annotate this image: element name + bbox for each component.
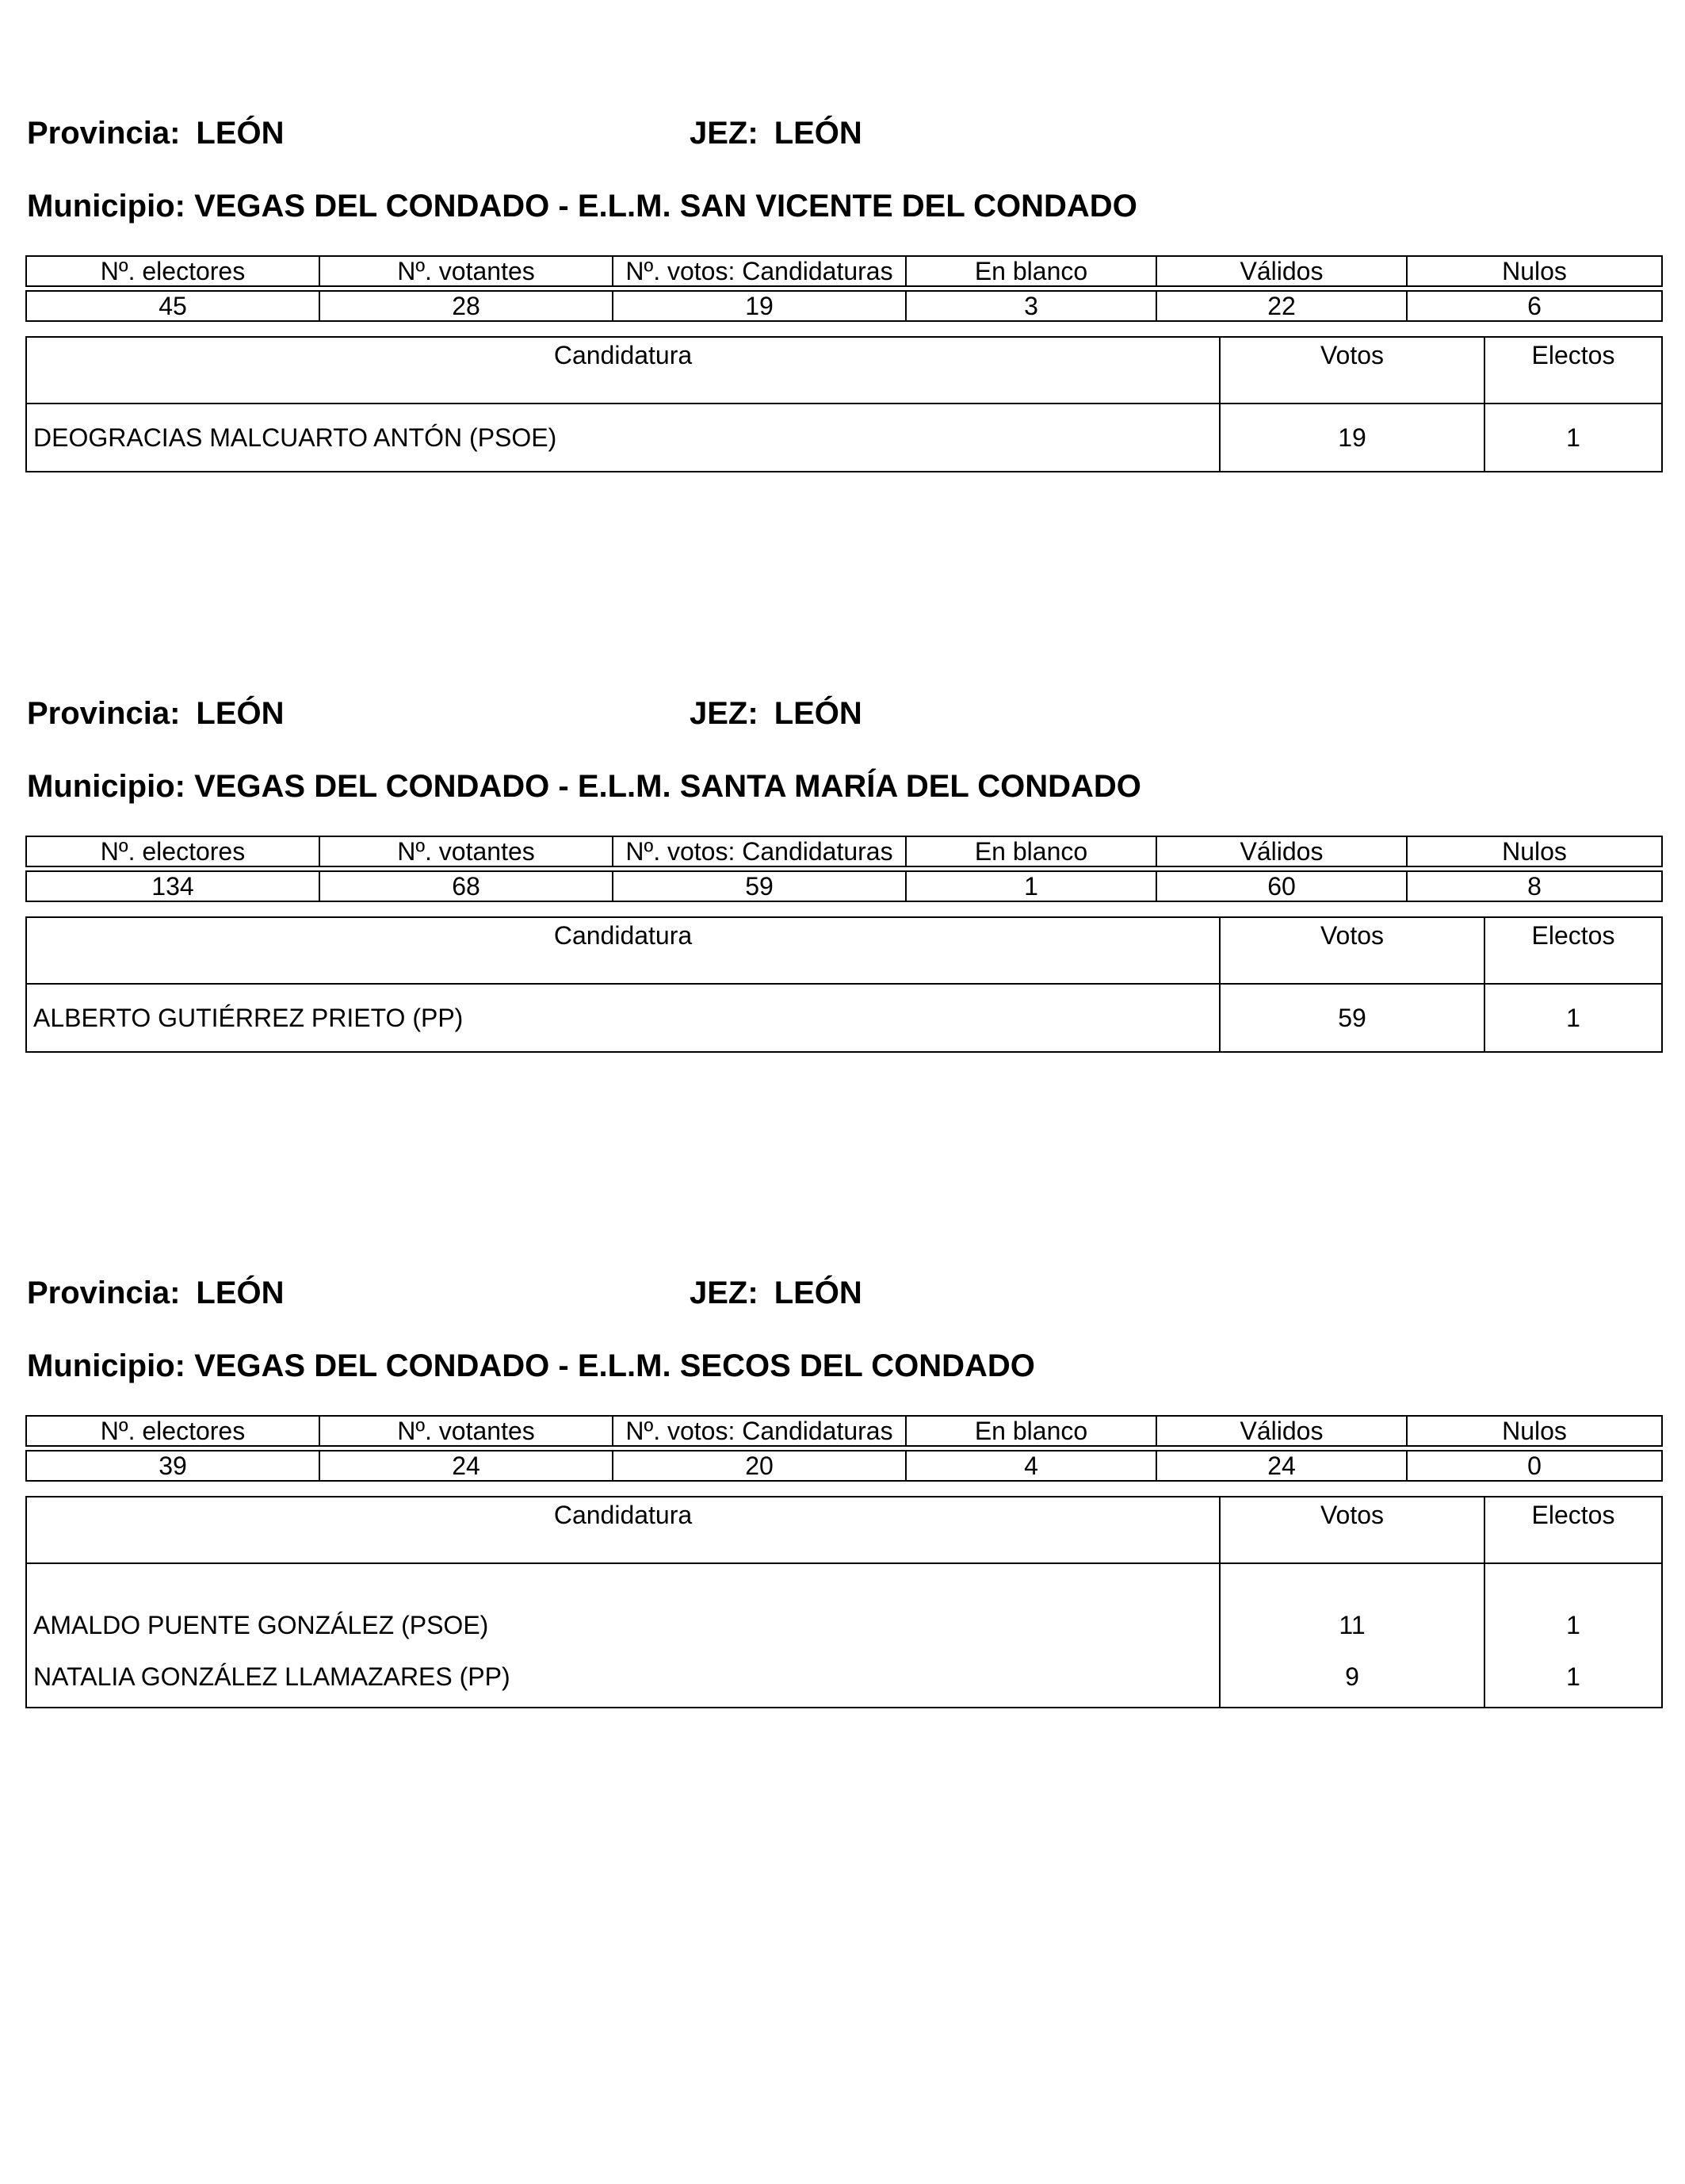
location-row	[25, 1276, 1661, 1320]
stats-value-votos-candidaturas: 20	[613, 1451, 906, 1481]
candidate-votos: 19	[1220, 404, 1484, 472]
provincia	[27, 696, 285, 732]
candidate-votos: 11	[1220, 1563, 1484, 1647]
candidate-electos: 1	[1484, 1647, 1662, 1708]
candidate-electos: 1	[1484, 404, 1662, 472]
jez-value: LEÓN	[774, 696, 862, 731]
results-section-3	[25, 1276, 1661, 1719]
candidate-name: DEOGRACIAS MALCUARTO ANTÓN (PSOE)	[26, 404, 1220, 472]
stats-value-electores: 45	[26, 291, 319, 321]
stats-header-validos: Válidos	[1156, 836, 1407, 866]
stats-header-row	[26, 1416, 1662, 1446]
location-row	[25, 696, 1661, 740]
stats-table	[25, 836, 1663, 902]
stats-value-votantes: 28	[319, 291, 613, 321]
location-row	[25, 116, 1661, 160]
candidate-votos: 9	[1220, 1647, 1484, 1708]
candidates-table	[25, 916, 1663, 1053]
stats-header-votos-candidaturas: Nº. votos: Candidaturas	[613, 1416, 906, 1446]
stats-value-electores: 39	[26, 1451, 319, 1481]
stats-header-nulos: Nulos	[1407, 1416, 1662, 1446]
jez	[690, 1276, 862, 1311]
stats-header-row	[26, 256, 1662, 286]
jez-label: JEZ:	[690, 116, 758, 151]
stats-header-en-blanco: En blanco	[906, 836, 1156, 866]
stats-header-votos-candidaturas: Nº. votos: Candidaturas	[613, 256, 906, 286]
stats-value-en-blanco: 1	[906, 871, 1156, 901]
stats-table	[25, 255, 1663, 322]
stats-value-en-blanco: 4	[906, 1451, 1156, 1481]
results-section-1	[25, 116, 1661, 560]
stats-header-votos-candidaturas: Nº. votos: Candidaturas	[613, 836, 906, 866]
stats-value-en-blanco: 3	[906, 291, 1156, 321]
candidate-votos: 59	[1220, 984, 1484, 1052]
provincia-value: LEÓN	[196, 696, 285, 731]
header-electos: Electos	[1484, 917, 1662, 984]
stats-value-nulos: 6	[1407, 291, 1662, 321]
provincia-value: LEÓN	[196, 116, 285, 151]
header-votos: Votos	[1220, 917, 1484, 984]
stats-header-votantes: Nº. votantes	[319, 256, 613, 286]
header-votos: Votos	[1220, 1497, 1484, 1563]
candidate-row	[26, 984, 1662, 1052]
header-votos: Votos	[1220, 337, 1484, 404]
candidate-name: ALBERTO GUTIÉRREZ PRIETO (PP)	[26, 984, 1220, 1052]
candidates-header-row	[26, 917, 1662, 984]
candidate-row	[26, 1647, 1662, 1708]
provincia	[27, 116, 285, 151]
candidate-name: NATALIA GONZÁLEZ LLAMAZARES (PP)	[26, 1647, 1220, 1708]
stats-header-validos: Válidos	[1156, 256, 1407, 286]
jez	[690, 696, 862, 732]
header-candidatura: Candidatura	[26, 337, 1220, 404]
stats-value-row	[26, 871, 1662, 901]
header-electos: Electos	[1484, 337, 1662, 404]
jez-value: LEÓN	[774, 1276, 862, 1310]
candidate-row	[26, 1563, 1662, 1647]
provincia-value: LEÓN	[196, 1276, 285, 1310]
candidates-table	[25, 336, 1663, 472]
stats-value-validos: 24	[1156, 1451, 1407, 1481]
municipio-title: Municipio: VEGAS DEL CONDADO - E.L.M. SAN VICENTE DEL CONDADO	[27, 189, 1137, 224]
stats-header-nulos: Nulos	[1407, 836, 1662, 866]
provincia-label: Provincia:	[27, 1276, 181, 1310]
stats-header-votantes: Nº. votantes	[319, 836, 613, 866]
provincia	[27, 1276, 285, 1311]
stats-header-en-blanco: En blanco	[906, 1416, 1156, 1446]
candidates-header-row	[26, 1497, 1662, 1563]
stats-value-votantes: 68	[319, 871, 613, 901]
stats-value-nulos: 0	[1407, 1451, 1662, 1481]
stats-value-nulos: 8	[1407, 871, 1662, 901]
jez-value: LEÓN	[774, 116, 862, 151]
stats-value-row	[26, 291, 1662, 321]
provincia-label: Provincia:	[27, 116, 181, 151]
candidate-electos: 1	[1484, 1563, 1662, 1647]
jez	[690, 116, 862, 151]
candidates-table	[25, 1496, 1663, 1708]
header-candidatura: Candidatura	[26, 1497, 1220, 1563]
municipio-title: Municipio: VEGAS DEL CONDADO - E.L.M. SANTA MARÍA DEL CONDADO	[27, 769, 1141, 804]
header-candidatura: Candidatura	[26, 917, 1220, 984]
stats-header-validos: Válidos	[1156, 1416, 1407, 1446]
stats-header-electores: Nº. electores	[26, 256, 319, 286]
candidates-header-row	[26, 337, 1662, 404]
stats-value-electores: 134	[26, 871, 319, 901]
stats-value-validos: 60	[1156, 871, 1407, 901]
stats-header-nulos: Nulos	[1407, 256, 1662, 286]
stats-header-row	[26, 836, 1662, 866]
stats-table	[25, 1415, 1663, 1482]
candidate-row	[26, 404, 1662, 472]
stats-header-votantes: Nº. votantes	[319, 1416, 613, 1446]
stats-value-votantes: 24	[319, 1451, 613, 1481]
header-electos: Electos	[1484, 1497, 1662, 1563]
jez-label: JEZ:	[690, 696, 758, 731]
candidate-electos: 1	[1484, 984, 1662, 1052]
stats-value-validos: 22	[1156, 291, 1407, 321]
stats-value-row	[26, 1451, 1662, 1481]
municipio-title: Municipio: VEGAS DEL CONDADO - E.L.M. SECOS DEL CONDADO	[27, 1348, 1035, 1383]
results-section-2	[25, 696, 1661, 1140]
candidate-name: AMALDO PUENTE GONZÁLEZ (PSOE)	[26, 1563, 1220, 1647]
stats-header-en-blanco: En blanco	[906, 256, 1156, 286]
jez-label: JEZ:	[690, 1276, 758, 1310]
stats-header-electores: Nº. electores	[26, 1416, 319, 1446]
stats-value-votos-candidaturas: 59	[613, 871, 906, 901]
stats-value-votos-candidaturas: 19	[613, 291, 906, 321]
stats-header-electores: Nº. electores	[26, 836, 319, 866]
provincia-label: Provincia:	[27, 696, 181, 731]
